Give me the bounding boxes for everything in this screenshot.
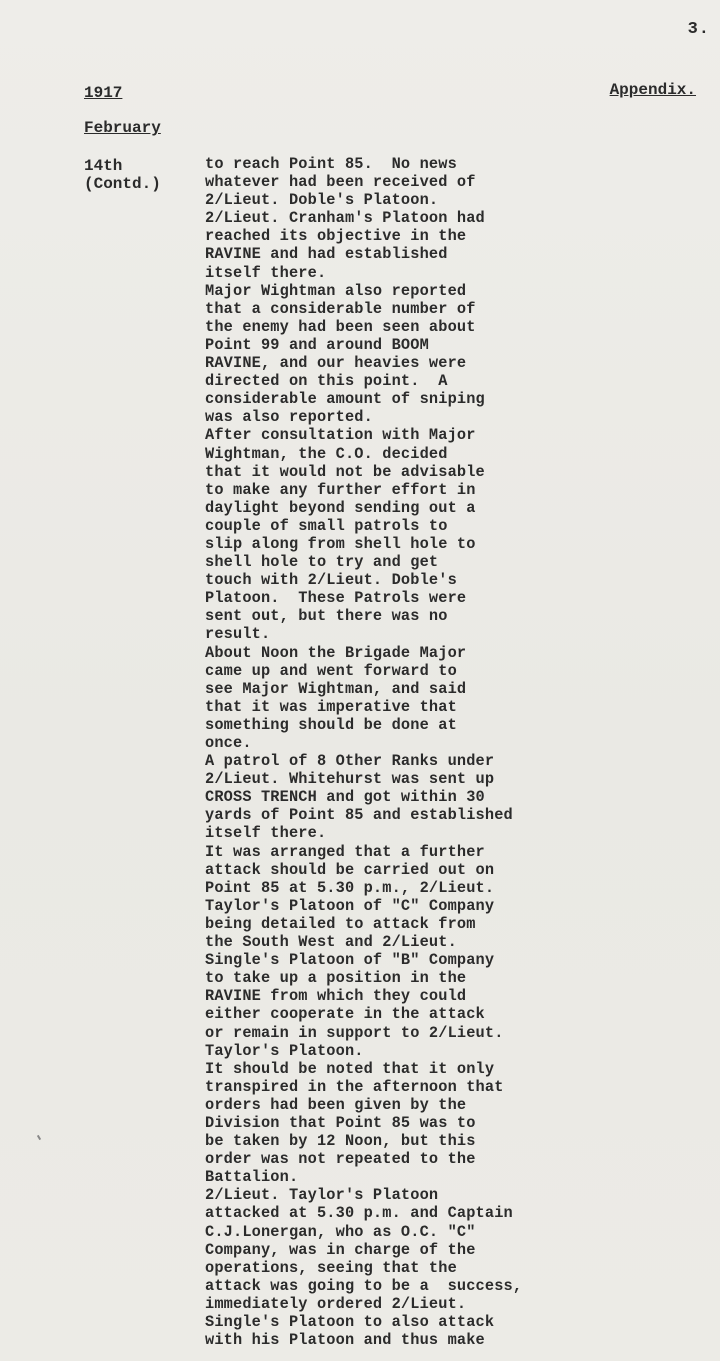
paper-speck <box>37 1135 41 1140</box>
text-line: to make any further effort in <box>205 480 476 499</box>
text-line: It was arranged that a further <box>205 842 485 861</box>
text-line: that a considerable number of <box>205 299 476 318</box>
text-line: 2/Lieut. Taylor's Platoon <box>205 1186 439 1205</box>
text-line: result. <box>205 625 271 644</box>
text-line: Major Wightman also reported <box>205 281 467 300</box>
text-line: Single's Platoon of "B" Company <box>205 951 495 970</box>
text-line: be taken by 12 Noon, but this <box>205 1132 476 1151</box>
text-line: itself there. <box>205 824 327 843</box>
appendix-heading: Appendix. <box>609 81 696 99</box>
text-line: A patrol of 8 Other Ranks under <box>205 752 495 771</box>
text-line: see Major Wightman, and said <box>205 679 467 698</box>
text-line: either cooperate in the attack <box>205 1005 485 1024</box>
text-line: sent out, but there was no <box>205 607 448 626</box>
text-line: considerable amount of sniping <box>205 390 485 409</box>
page-number: 3. <box>687 20 710 39</box>
text-line: After consultation with Major <box>205 426 476 445</box>
text-line: came up and went forward to <box>205 661 457 680</box>
text-line: RAVINE from which they could <box>205 987 467 1006</box>
text-line: to take up a position in the <box>205 969 467 988</box>
text-line: with his Platoon and thus make <box>205 1331 485 1350</box>
text-line: itself there. <box>205 263 327 282</box>
month-heading: February <box>84 119 161 137</box>
entry-date-continued: (Contd.) <box>84 175 161 193</box>
text-line: the South West and 2/Lieut. <box>205 933 457 952</box>
text-line: to reach Point 85. No news <box>205 155 457 173</box>
text-line: touch with 2/Lieut. Doble's <box>205 571 457 590</box>
text-line: Division that Point 85 was to <box>205 1113 476 1132</box>
text-line: that it would not be advisable <box>205 462 485 481</box>
text-line: attack was going to be a success, <box>205 1276 523 1295</box>
text-line: directed on this point. A <box>205 372 448 391</box>
text-line: the enemy had been seen about <box>205 317 476 336</box>
text-line: orders had been given by the <box>205 1095 467 1114</box>
text-line: transpired in the afternoon that <box>205 1077 504 1096</box>
text-line: something should be done at <box>205 715 457 734</box>
text-line: CROSS TRENCH and got within 30 <box>205 788 485 807</box>
year-heading: 1917 <box>84 84 123 102</box>
entry-date: 14th <box>84 157 123 175</box>
text-line: Point 85 at 5.30 p.m., 2/Lieut. <box>205 878 495 897</box>
text-line: Point 99 and around BOOM <box>205 335 429 354</box>
text-line: or remain in support to 2/Lieut. <box>205 1023 504 1042</box>
text-line: that it was imperative that <box>205 697 457 716</box>
text-line: immediately ordered 2/Lieut. <box>205 1294 467 1313</box>
text-line: 2/Lieut. Whitehurst was sent up <box>205 770 495 789</box>
text-line: RAVINE, and our heavies were <box>205 354 467 373</box>
text-line: Single's Platoon to also attack <box>205 1313 495 1331</box>
text-line: shell hole to try and get <box>205 553 439 572</box>
text-line: C.J.Lonergan, who as O.C. "C" <box>205 1222 476 1241</box>
entry-body <box>205 155 715 1349</box>
text-line: Platoon. These Patrols were <box>205 589 467 608</box>
text-line: couple of small patrols to <box>205 516 448 535</box>
text-line: slip along from shell hole to <box>205 534 476 553</box>
text-line: yards of Point 85 and established <box>205 806 513 825</box>
text-line: once. <box>205 734 252 752</box>
text-line: About Noon the Brigade Major <box>205 643 467 662</box>
text-line: Taylor's Platoon. <box>205 1041 364 1060</box>
text-line: Battalion. <box>205 1168 299 1187</box>
text-line: operations, seeing that the <box>205 1258 457 1277</box>
text-line: attack should be carried out on <box>205 860 495 879</box>
text-line: Taylor's Platoon of "C" Company <box>205 896 495 915</box>
text-line: Company, was in charge of the <box>205 1240 476 1259</box>
text-line: reached its objective in the <box>205 227 467 246</box>
text-line: 2/Lieut. Cranham's Platoon had <box>205 209 485 228</box>
text-line: order was not repeated to the <box>205 1150 476 1169</box>
text-line: It should be noted that it only <box>205 1059 495 1078</box>
text-line: RAVINE and had established <box>205 245 448 264</box>
text-line: being detailed to attack from <box>205 914 476 933</box>
text-line: Wightman, the C.O. decided <box>205 444 448 463</box>
text-line: daylight beyond sending out a <box>205 498 476 517</box>
text-line: 2/Lieut. Doble's Platoon. <box>205 191 439 210</box>
text-line: attacked at 5.30 p.m. and Captain <box>205 1204 513 1223</box>
text-line: was also reported. <box>205 408 373 427</box>
text-line: whatever had been received of <box>205 173 476 192</box>
